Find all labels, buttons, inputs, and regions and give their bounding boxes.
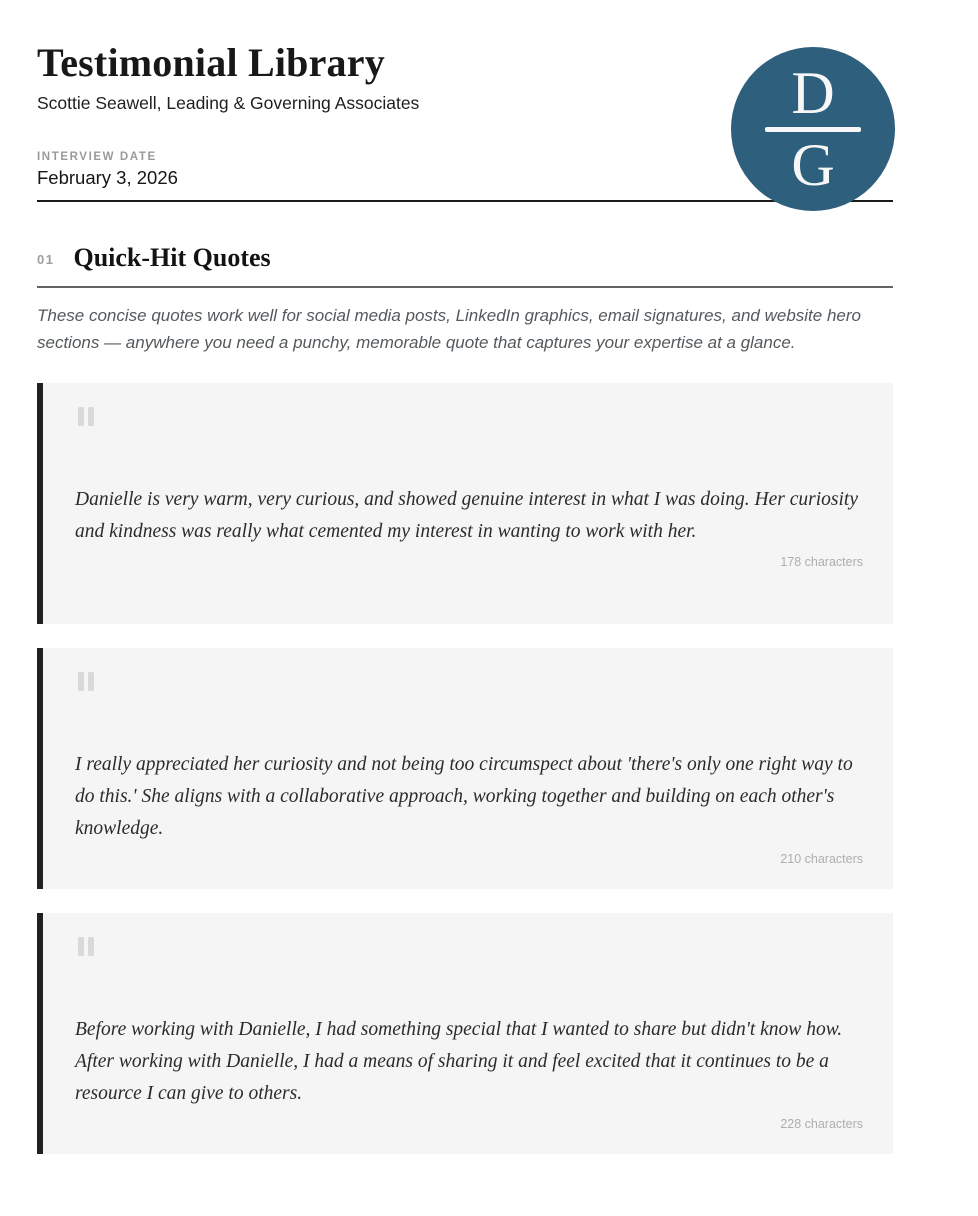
character-count: 210 characters — [780, 852, 863, 866]
page-subtitle: Scottie Seawell, Leading & Governing Associates — [37, 93, 420, 113]
header-divider — [37, 200, 893, 202]
quote-text: I really appreciated her curiosity and not being too circumspect about 'there's only one right way to do this.' She aligns with a collaborative approach, working together and building on each other's knowledge. — [75, 754, 853, 839]
quote-card — [37, 648, 893, 889]
section-heading — [37, 243, 893, 273]
section-divider — [37, 286, 893, 288]
quote-icon — [78, 672, 863, 691]
page-title: Testimonial Library — [37, 40, 385, 85]
quote-text: Danielle is very warm, very curious, and showed genuine interest in what I was doing. Her curiosity and kindness was really what cemented my interest in wanting to work with her. — [75, 489, 858, 542]
logo-letter-g: G — [791, 132, 835, 198]
dg-logo — [731, 47, 895, 211]
section-number: 01 — [37, 252, 55, 267]
quote-icon — [78, 937, 863, 956]
interview-date-value: February 3, 2026 — [37, 167, 178, 188]
interview-date-label: INTERVIEW DATE — [37, 151, 157, 163]
quote-card — [37, 383, 893, 624]
quote-icon — [78, 407, 863, 426]
section-title: Quick-Hit Quotes — [73, 243, 271, 272]
character-count: 228 characters — [780, 1117, 863, 1131]
quote-card — [37, 913, 893, 1154]
page-header — [37, 40, 893, 202]
section-intro: These concise quotes work well for social media posts, LinkedIn graphics, email signatures, and website hero sections — anywhere you need a punchy, memorable quote that captures your expertise at a glance. — [37, 306, 861, 352]
quote-text: Before working with Danielle, I had something special that I wanted to share but didn't know how. After working with Danielle, I had a means of sharing it and feel excited that it continues to be a resource I can give to others. — [75, 1019, 843, 1104]
logo-letter-d: D — [791, 60, 835, 126]
character-count: 178 characters — [780, 555, 863, 569]
quote-card-list — [37, 383, 893, 1154]
